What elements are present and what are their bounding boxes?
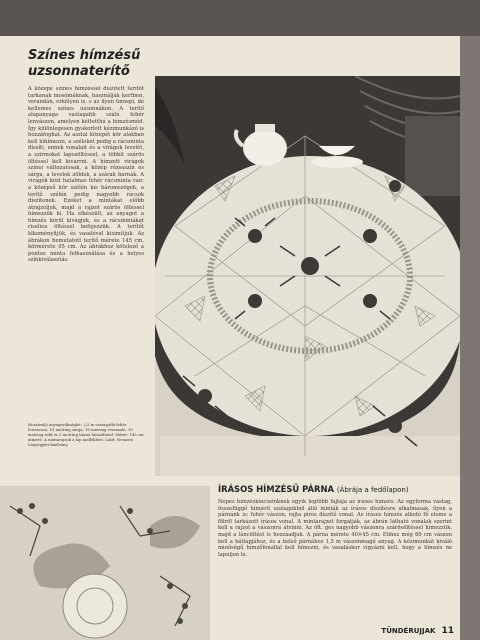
article-caption: Hozzávaló anyagszükséglet: 2,5 m vastagabb fehér lenvászon, 10 motring sárga, 10 motring rózsaszín, 10 motring zöld és 5 motring barna hímzőfonal. Méret: 145 cm átmérő. A mintarajzok a lap melléklete. Lásd: Nemzeti Lányegylet kiadvány. bbox=[28, 422, 144, 447]
second-article-heading: ÍRÁSOS HÍMZÉSŰ PÁRNA bbox=[218, 484, 334, 494]
tablecloth-illustration bbox=[155, 76, 460, 476]
magazine-name: TÜNDÉRUJJAK bbox=[381, 627, 436, 635]
pillow-detail-photo bbox=[0, 486, 210, 640]
second-article-title bbox=[218, 484, 452, 494]
second-article-note: (Ábrája a fedőlapon) bbox=[336, 486, 409, 494]
tablecloth-photo bbox=[155, 76, 460, 476]
pillow-embroidery-illustration bbox=[0, 486, 210, 640]
magazine-page bbox=[0, 36, 460, 640]
second-article bbox=[218, 484, 452, 634]
page-footer bbox=[381, 626, 454, 636]
page-number: 11 bbox=[441, 626, 454, 636]
background-right bbox=[460, 36, 480, 640]
second-article-body: Népes hímzéskincseinknek egyik legtöbb fajtája az írásos hímzés. Az egyforma vastag, összefüggő hímzett szalagokból álló minták az írásos díszítésre alkalmasak, ilyen a párnánk is: fehér vászon, rajta piros díszítő vonal. Az írásos hímzés alkotó fő eleme a fölröl tarkázott írásos vonal. A mintarajzot forgatják, az ábrán látható vonalak szerint kell a rajzot a vászonra átvinni. Az ölt. ges nagyobb vászonra szárösöltéssel hímezzük, majd a láncöltést is hozzáadjuk. A párna mérete 40×45 cm. Ehhez még 60 cm vászon kell a hátlapjához, és a belső párnához 1,5 m vászonmagú anyag. A kézimunkát kiváló minőségű hímzőfonallal kell hímezni, és vasaláskor vigyázni kell, hogy a hímzés ne lapuljon le. bbox=[218, 499, 452, 558]
background-top bbox=[0, 0, 480, 36]
article-title: Színes hímzésű uzsonnaterítő bbox=[28, 48, 141, 79]
article-body: A közepe színes hímzéssel díszített terítőt tarkanak mosómáknak, használják kertben, verandán, erkélyen is, s az ilyen ünnepi, de kellemes színes uzsonnákon. A terítő alapanyaga vastagabb szálú fehér lenvászon, amelyen kéttetthú a hímzésmód. Így különlegesen gyakorlott kézimunkázó is hozzáfoghat. Az asztal közepét kör alakban kell kihímezni, a széleket pedig a rácsminta díszíti, ennek vonalait és a virágok levelét, a szirmokat laposöltéssel, a többit szárös öltéssel kell kivarrni. A hímzett virágok színei változatosak, a közép rózsaszín és sárga, a levelek zöldek, a szárak barnák. A virágok közt hatalmas fehér rácsminta van: a középső kör szélén kis háromszögek, a terítő szélén pedig nagyobb rácsok díszítenek. Ezeket a mintákat előbb átrajzoljuk, majd a rajzot szárös öltéssel hímezzük ki. Ha elkészült, az anyagot a hímzés körül kivágjuk, és a rácsmintákat riselieu öltéssel befejezzük. A terítőt kikeményítjük, és vasalóval kisimítjuk. Az ábrákon bemutatott terítő mérete 145 cm, körmérete 95 cm. Az ábrákhoz kötelező a pontos minta felhasználása és a helyes színkiválasztás. bbox=[28, 86, 144, 264]
article-column bbox=[0, 36, 150, 476]
